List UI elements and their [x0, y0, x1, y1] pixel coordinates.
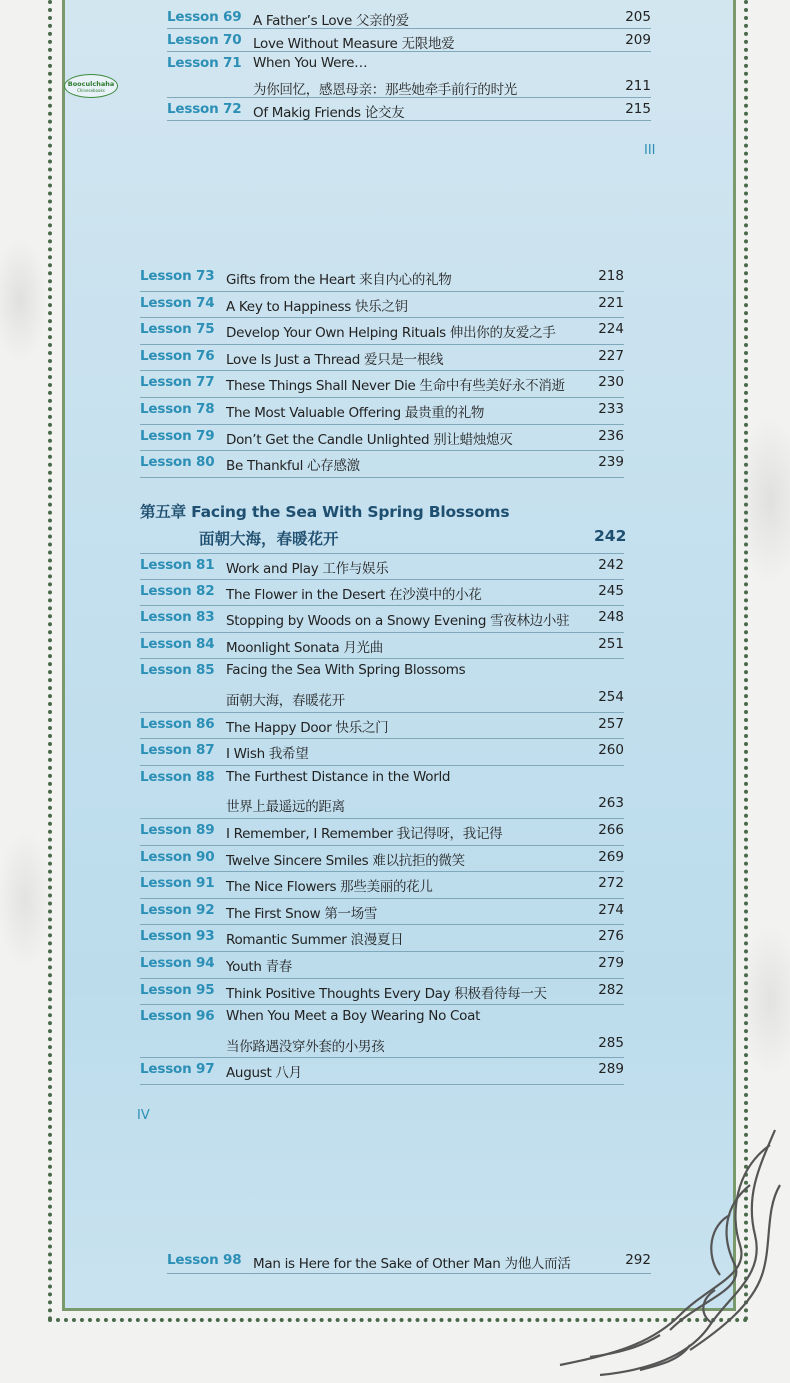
lesson-number: Lesson 88	[140, 768, 215, 785]
toc-row[interactable]	[140, 1005, 624, 1032]
lesson-number: Lesson 86	[140, 715, 215, 732]
lesson-number: Lesson 90	[140, 848, 215, 865]
page-number: 211	[625, 78, 651, 94]
lesson-number: Lesson 89	[140, 822, 215, 838]
lesson-number: Lesson 78	[140, 401, 215, 417]
lesson-number: Lesson 85	[140, 662, 215, 679]
watermark-subtext: Chinesebooks	[77, 87, 105, 93]
lesson-title: Love Is Just a Thread 爱只是一根线	[226, 351, 444, 368]
lesson-number: Lesson 79	[140, 427, 215, 444]
lesson-title: Don’t Get the Candle Unlighted 别让蜡烛熄灭	[226, 431, 513, 448]
page-number: 254	[598, 689, 624, 705]
page-number: 230	[598, 374, 624, 391]
toc-row[interactable]	[167, 52, 651, 75]
toc-row[interactable]	[140, 553, 624, 580]
lesson-title: When You Meet a Boy Wearing No Coat	[226, 1008, 481, 1025]
lesson-number: Lesson 74	[140, 294, 215, 311]
lesson-number: Lesson 97	[140, 1061, 215, 1078]
lesson-number: Lesson 87	[140, 742, 215, 759]
page-number: 221	[598, 294, 624, 311]
lesson-title: Work and Play 工作与娱乐	[226, 561, 389, 577]
page-number: 260	[598, 742, 624, 759]
toc-row[interactable]	[140, 979, 624, 1006]
page-number: 282	[598, 981, 624, 998]
page-number: 224	[598, 321, 624, 338]
lesson-title: Moonlight Sonata 月光曲	[226, 639, 383, 656]
toc-row[interactable]	[140, 846, 624, 873]
page-number: 279	[598, 955, 624, 971]
toc-row[interactable]	[140, 398, 624, 425]
lesson-title: I Wish 我希望	[226, 746, 309, 763]
lesson-title: The Flower in the Desert 在沙漠中的小花	[226, 586, 482, 603]
lesson-title: 为你回忆，感恩母亲：那些她牵手前行的时光	[253, 82, 517, 98]
lesson-number: Lesson 69	[167, 9, 242, 25]
lesson-title: When You Were…	[253, 55, 368, 71]
lesson-title: The Nice Flowers 那些美丽的花儿	[226, 879, 433, 896]
lesson-number: Lesson 73	[140, 268, 215, 284]
lesson-title: Facing the Sea With Spring Blossoms	[226, 662, 466, 679]
lesson-number: Lesson 82	[140, 582, 215, 599]
lesson-number: Lesson 96	[140, 1008, 215, 1025]
lesson-title: August 八月	[226, 1065, 302, 1082]
toc-row[interactable]	[167, 75, 651, 98]
lesson-title: Stopping by Woods on a Snowy Evening 雪夜林边小驻	[226, 613, 570, 630]
page-number: 257	[598, 715, 624, 732]
lesson-title: Be Thankful 心存感激	[226, 458, 360, 475]
toc-row[interactable]	[140, 1058, 624, 1085]
toc-row[interactable]	[140, 872, 624, 899]
chapter-heading: 第五章 Facing the Sea With Spring Blossoms	[140, 503, 510, 521]
page-number: 242	[598, 557, 624, 573]
lesson-title: Gifts from the Heart 来自内心的礼物	[226, 272, 452, 288]
page-number: 236	[598, 427, 624, 444]
lesson-title: Love Without Measure 无限地爱	[253, 36, 455, 52]
lesson-title: Think Positive Thoughts Every Day 积极看待每一天	[226, 985, 547, 1002]
chapter-subtitle: 面朝大海，春暖花开	[199, 530, 339, 548]
lesson-title: 面朝大海，春暖花开	[226, 693, 345, 709]
page-number: 218	[598, 268, 624, 284]
lesson-number: Lesson 70	[167, 32, 242, 48]
lesson-title: A Father’s Love 父亲的爱	[253, 13, 409, 29]
page-number: 205	[625, 9, 651, 25]
lesson-title: Develop Your Own Helping Rituals 伸出你的友爱之手	[226, 325, 556, 342]
toc-row[interactable]	[140, 580, 624, 607]
toc-row[interactable]	[140, 345, 624, 372]
lesson-number: Lesson 80	[140, 454, 215, 471]
lesson-number: Lesson 77	[140, 374, 215, 391]
toc-row[interactable]	[140, 265, 624, 292]
watermark-text: Booculchaha	[67, 79, 115, 88]
page-number: 292	[625, 1252, 651, 1268]
lesson-title: 世界上最遥远的距离	[226, 799, 345, 816]
toc-row[interactable]	[140, 318, 624, 345]
page-number-roman: III	[644, 143, 656, 158]
lesson-number: Lesson 91	[140, 875, 215, 892]
lesson-title: The Furthest Distance in the World	[226, 768, 451, 785]
lesson-title: The Most Valuable Offering 最贵重的礼物	[226, 405, 485, 421]
lesson-title: Twelve Sincere Smiles 难以抗拒的微笑	[226, 852, 465, 869]
lesson-title: The First Snow 第一场雪	[226, 905, 378, 922]
page-number: 289	[598, 1061, 624, 1078]
toc-row[interactable]	[140, 292, 624, 319]
toc-row[interactable]	[140, 819, 624, 846]
page-number-roman: IV	[137, 1108, 150, 1123]
page-number: 276	[598, 928, 624, 945]
toc-row[interactable]	[167, 98, 651, 121]
lesson-title: Man is Here for the Sake of Other Man 为他人而活	[253, 1256, 571, 1272]
toc-row[interactable]	[140, 1032, 624, 1059]
toc-row[interactable]	[140, 633, 624, 660]
page-number: 269	[598, 848, 624, 865]
lesson-number: Lesson 81	[140, 557, 215, 573]
chapter-page-number: 242	[594, 527, 627, 545]
lesson-number: Lesson 76	[140, 347, 215, 364]
page-number: 248	[598, 609, 624, 626]
page-number: 251	[598, 635, 624, 652]
lesson-title: The Happy Door 快乐之门	[226, 719, 389, 736]
page-number: 227	[598, 347, 624, 364]
toc-row[interactable]	[167, 6, 651, 29]
toc-row[interactable]	[167, 29, 651, 52]
toc-row[interactable]	[140, 606, 624, 633]
page-number: 272	[598, 875, 624, 892]
watermark-stamp	[64, 74, 118, 98]
toc-row[interactable]	[140, 659, 624, 686]
toc-row[interactable]	[140, 792, 624, 819]
lesson-number: Lesson 98	[167, 1252, 242, 1268]
lesson-title: A Key to Happiness 快乐之钥	[226, 298, 408, 315]
toc-row[interactable]	[140, 713, 624, 740]
lesson-number: Lesson 84	[140, 635, 215, 652]
lesson-title: Of Makig Friends 论交友	[253, 105, 405, 121]
toc-row[interactable]	[140, 925, 624, 952]
toc-row[interactable]	[140, 425, 624, 452]
decorative-swirl-icon	[540, 1125, 790, 1383]
page-number: 274	[598, 901, 624, 918]
page-number: 215	[625, 101, 651, 117]
toc-row[interactable]	[140, 451, 624, 478]
page-number: 285	[598, 1034, 624, 1051]
toc-row[interactable]	[140, 952, 624, 979]
lesson-number: Lesson 94	[140, 955, 215, 971]
lesson-title: Romantic Summer 浪漫夏日	[226, 932, 404, 949]
page-number: 209	[625, 32, 651, 48]
toc-row[interactable]	[140, 899, 624, 926]
lesson-number: Lesson 92	[140, 901, 215, 918]
lesson-title: I Remember, I Remember 我记得呀，我记得	[226, 826, 503, 842]
page-number: 266	[598, 822, 624, 838]
lesson-number: Lesson 75	[140, 321, 215, 338]
toc-row[interactable]	[140, 371, 624, 398]
toc-row[interactable]	[140, 766, 624, 793]
lesson-number: Lesson 83	[140, 609, 215, 626]
lesson-number: Lesson 71	[167, 55, 242, 71]
page-number: 239	[598, 454, 624, 471]
page-number: 233	[598, 401, 624, 417]
toc-row[interactable]	[140, 686, 624, 713]
page-number: 245	[598, 582, 624, 599]
lesson-number: Lesson 95	[140, 981, 215, 998]
toc-row[interactable]	[140, 739, 624, 766]
lesson-title: These Things Shall Never Die 生命中有些美好永不消逝	[226, 378, 565, 395]
lesson-number: Lesson 93	[140, 928, 215, 945]
lesson-title: Youth 青春	[226, 959, 293, 975]
lesson-title: 当你路遇没穿外套的小男孩	[226, 1038, 385, 1055]
page-number: 263	[598, 795, 624, 812]
lesson-number: Lesson 72	[167, 101, 242, 117]
